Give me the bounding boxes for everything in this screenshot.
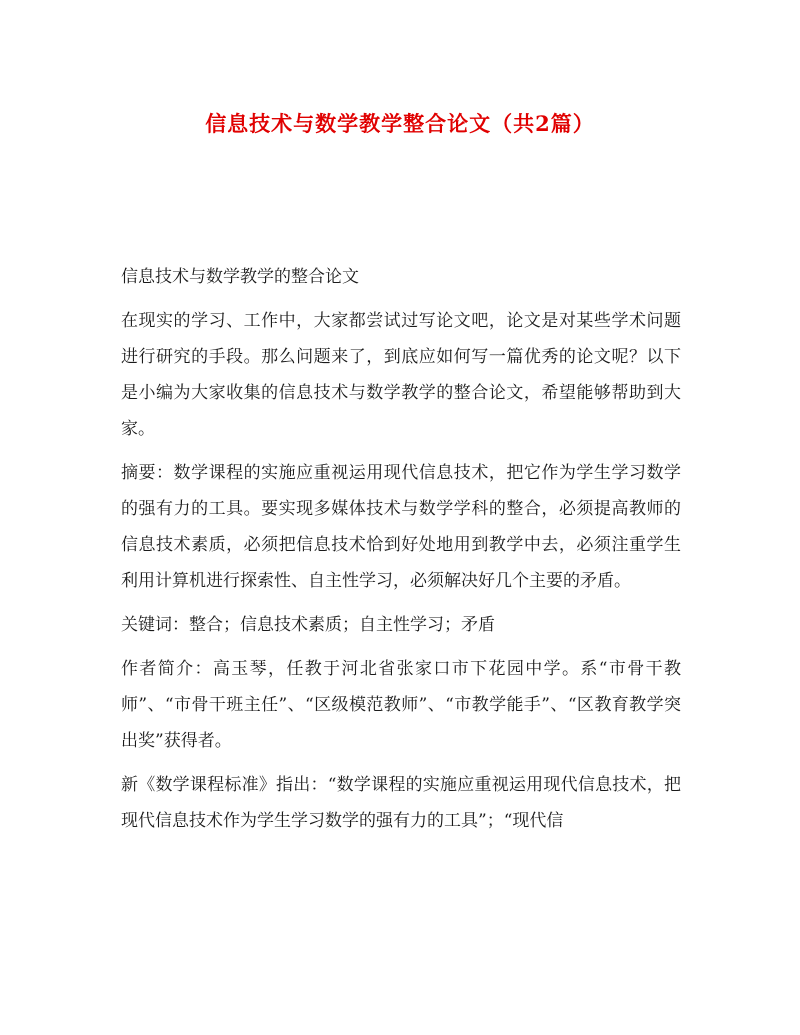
document-title: 信息技术与数学教学整合论文（共2篇） [205,111,595,136]
paragraph-keywords: 关键词：整合；信息技术素质；自主性学习；矛盾 [121,615,495,635]
paragraph-subtitle: 信息技术与数学教学的整合论文 [121,267,359,287]
document-body [121,259,681,847]
paragraph-intro: 在现实的学习、工作中，大家都尝试过写论文吧，论文是对某些学术问题进行研究的手段。那么问题来了，到底应如何写一篇优秀的论文呢？以下是小编为大家收集的信息技术与数学教学的整合论文，希望能够帮助到大家。 [121,311,681,439]
paragraph-author: 作者简介：高玉琴，任教于河北省张家口市下花园中学。系“市骨干教师”、“市骨干班主任”、“区级模范教师”、“市教学能手”、“区教育教学突出奖”获得者。 [121,659,681,751]
paragraph-abstract: 摘要：数学课程的实施应重视运用现代信息技术，把它作为学生学习数学的强有力的工具。要实现多媒体技术与数学学科的整合，必须提高教师的信息技术素质，必须把信息技术恰到好处地用到教学中去，必须注重学生利用计算机进行探索性、自主性学习，必须解决好几个主要的矛盾。 [121,463,681,591]
paragraph-standard: 新《数学课程标准》指出：“数学课程的实施应重视运用现代信息技术，把现代信息技术作为学生学习数学的强有力的工具”；“现代信 [121,775,681,831]
